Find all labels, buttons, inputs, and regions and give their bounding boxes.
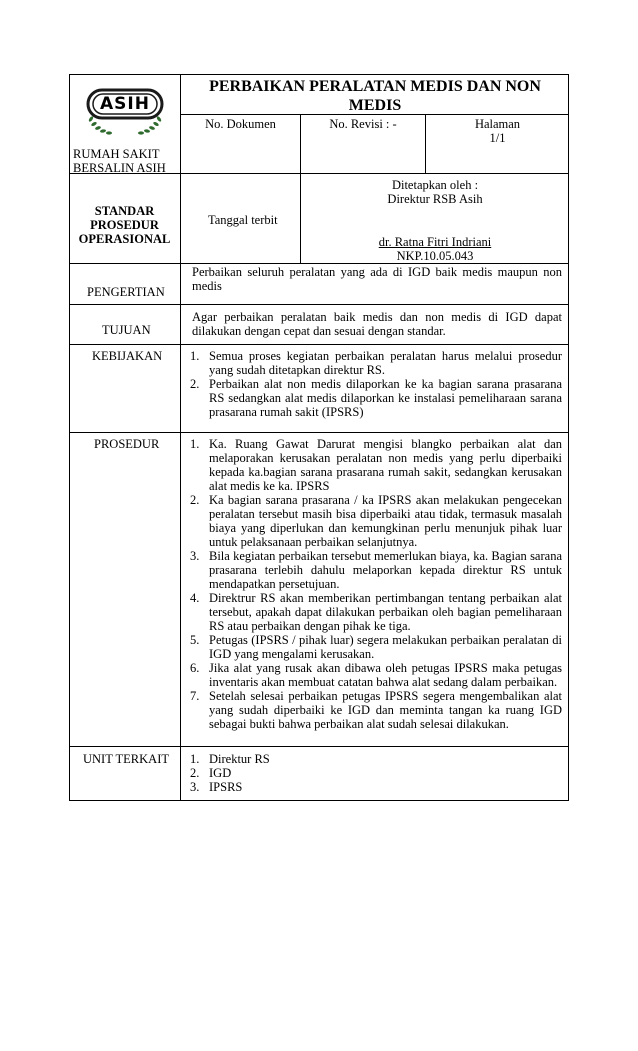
prosedur-label: PROSEDUR	[94, 437, 160, 451]
list-item: 2. IGD	[190, 766, 232, 780]
list-item: 5. Petugas (IPSRS / pihak luar) segera melakukan perbaikan peralatan di IGD yang mengalami kerusakan.	[190, 633, 562, 661]
list-item: 2. Perbaikan alat non medis dilaporkan ke ka bagian sarana prasarana RS sedangkan alat medis dilaporkan ke instalasi pemeliharaan sarana prasarana rumah sakit (IPSRS)	[190, 377, 562, 419]
list-item: 3. IPSRS	[190, 780, 243, 794]
row-divider	[69, 304, 569, 305]
hospital-logo	[82, 80, 168, 140]
sop-label: STANDAR PROSEDUR OPERASIONAL	[78, 204, 171, 246]
kebijakan-list	[190, 349, 562, 419]
pengertian-label: PENGERTIAN	[87, 285, 165, 299]
column-divider	[180, 74, 181, 801]
tujuan-text: Agar perbaikan peralatan baik medis dan non medis di IGD dapat dilakukan dengan cepat dan sesuai dengan standar.	[192, 310, 562, 338]
list-item: 1. Ka. Ruang Gawat Darurat mengisi blangko perbaikan alat dan melaporakan kerusakan peralatan non medis yang perlu diperbaiki kepada ka.bagian sarana prasarana rumah sakit, sedangkan kerusakan alat medis ke ka. IPSRS	[190, 437, 562, 493]
list-item: 2. Ka bagian sarana prasarana / ka IPSRS akan melakukan pengecekan peralatan tersebut masih bisa diperbaiki atau tidak, termasuk masalah biaya yang diperlukan dan kemungkinan perlu menunjuk pihak luar untuk pelaksanaan perbaikan selanjutnya.	[190, 493, 562, 549]
list-item: 1. Direktur RS	[190, 752, 270, 766]
tujuan-label: TUJUAN	[102, 323, 151, 337]
issued-date-label: Tanggal terbit	[208, 213, 278, 227]
list-item: 7. Setelah selesai perbaikan petugas IPSRS segera mengembalikan alat yang sudah diperbaiki ke IGD dan meminta tangan ka ruang IGD sebagai bukti bahwa perbaikan alat sudah selesai dilakukan.	[190, 689, 562, 731]
approver-name: dr. Ratna Fitri Indriani	[378, 235, 492, 249]
doc-number-label: No. Dokumen	[205, 117, 276, 131]
list-item: 1. Semua proses kegiatan perbaikan peralatan harus melalui prosedur yang sudah ditetapkan direktur RS.	[190, 349, 562, 377]
unit-terkait-label: UNIT TERKAIT	[83, 752, 169, 766]
kebijakan-label: KEBIJAKAN	[92, 349, 163, 363]
pengertian-text: Perbaikan seluruh peralatan yang ada di IGD baik medis maupun non medis	[192, 265, 562, 293]
row-divider	[69, 344, 569, 345]
list-item: 4. Direktrur RS akan memberikan pertimbangan tentang perbaikan alat tersebut, apakah dapat dilakukan perbaikan oleh bagian pemeliharaan RS atau perbaikan dengan pihak ke tiga.	[190, 591, 562, 633]
page-value: 1/1	[489, 131, 506, 145]
page-label: Halaman	[474, 117, 521, 131]
unit-terkait-list	[190, 752, 562, 794]
approver-nkp: NKP.10.05.043	[396, 249, 474, 263]
row-divider	[69, 432, 569, 433]
row-divider	[69, 746, 569, 747]
logo-text: ASIH	[100, 94, 150, 114]
approver-title: Direktur RSB Asih	[387, 192, 483, 206]
prosedur-list	[190, 437, 562, 731]
approved-by-label: Ditetapkan oleh :	[391, 178, 479, 192]
row-divider	[69, 263, 569, 264]
list-item: 6. Jika alat yang rusak akan dibawa oleh petugas IPSRS maka petugas inventaris akan membuat catatan bahwa alat sedang dalam perbaikan.	[190, 661, 562, 689]
revision-label: No. Revisi : -	[329, 117, 397, 131]
hospital-name: RUMAH SAKIT BERSALIN ASIH	[73, 147, 166, 175]
page-title: PERBAIKAN PERALATAN MEDIS DAN NON MEDIS	[209, 78, 541, 114]
list-item: 3. Bila kegiatan perbaikan tersebut memerlukan biaya, ka. Bagian sarana prasarana terlebih dahulu melaporkan kepada direktur RS untuk mendapatkan persetujuan.	[190, 549, 562, 591]
